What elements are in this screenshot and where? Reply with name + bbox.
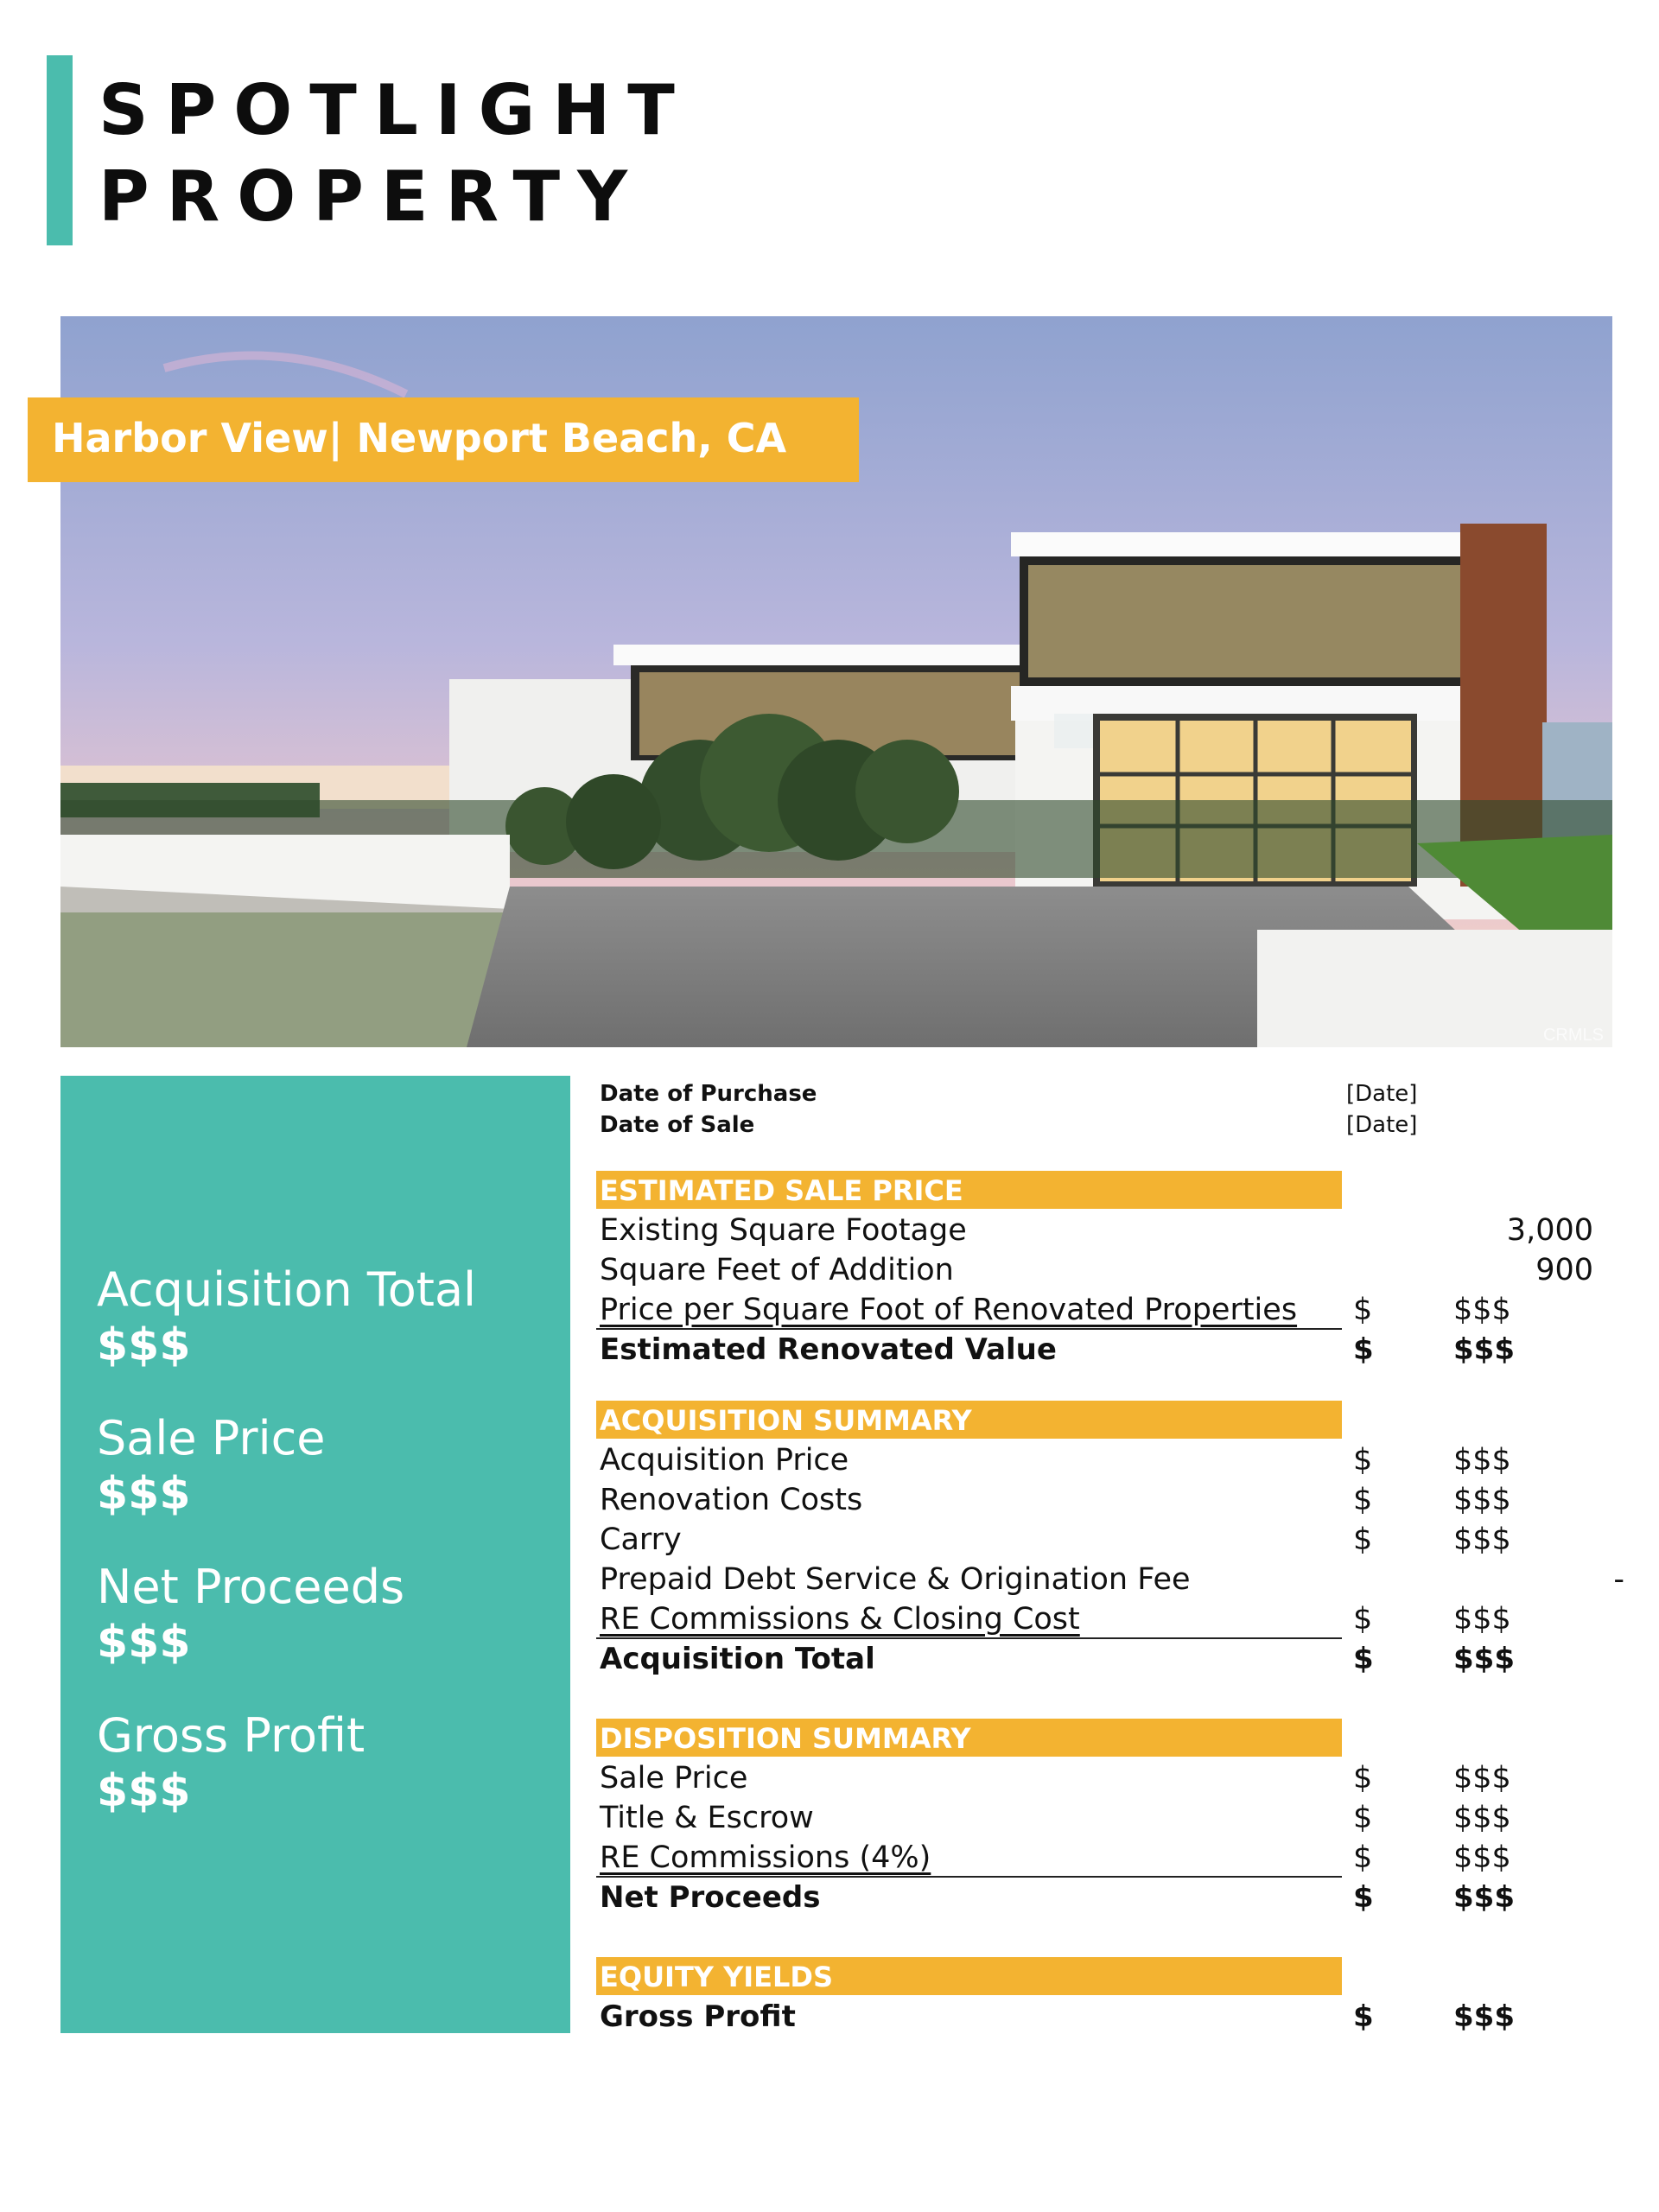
row-prepaid-debt-service xyxy=(596,1560,1624,1599)
row-label: RE Commissions & Closing Cost xyxy=(600,1602,1080,1637)
section-header-acquisition-summary: ACQUISITION SUMMARY xyxy=(596,1401,1342,1439)
summary-label: Sale Price xyxy=(97,1411,326,1465)
row-label: Square Feet of Addition xyxy=(600,1253,954,1287)
summary-panel xyxy=(60,1076,570,2033)
row-net-proceeds xyxy=(596,1878,1624,1917)
date-of-sale-value: [Date] xyxy=(1346,1112,1418,1138)
row-currency: $ xyxy=(1353,1761,1373,1796)
row-currency: $ xyxy=(1353,1999,1374,2034)
row-value: $$$ xyxy=(1453,1840,1511,1875)
summary-item-sale-price xyxy=(97,1410,326,1521)
row-label: Sale Price xyxy=(600,1761,748,1796)
row-price-per-sqft xyxy=(596,1290,1624,1330)
location-banner xyxy=(28,397,859,482)
row-acquisition-price xyxy=(596,1440,1624,1480)
section-header-estimated-sale-price: ESTIMATED SALE PRICE xyxy=(596,1171,1342,1209)
date-of-purchase-value: [Date] xyxy=(1346,1081,1418,1107)
row-value: $$$ xyxy=(1453,1522,1511,1557)
row-currency: $ xyxy=(1353,1483,1373,1517)
row-currency: $ xyxy=(1353,1522,1373,1557)
row-label: Existing Square Footage xyxy=(600,1213,967,1248)
row-label: Gross Profit xyxy=(600,1999,796,2034)
summary-value: $$$ xyxy=(97,1319,191,1371)
row-value: $$$ xyxy=(1453,1332,1515,1367)
row-currency: $ xyxy=(1353,1801,1373,1835)
summary-item-gross-profit xyxy=(97,1707,365,1818)
row-label: Prepaid Debt Service & Origination Fee xyxy=(600,1562,1191,1597)
row-value: $$$ xyxy=(1453,1999,1515,2034)
photo-watermark: CRMLS xyxy=(1542,1026,1604,1045)
section-header-disposition-summary: DISPOSITION SUMMARY xyxy=(596,1719,1342,1757)
summary-label: Acquisition Total xyxy=(97,1262,477,1317)
summary-item-acquisition-total xyxy=(97,1262,476,1372)
row-currency: $ xyxy=(1353,1840,1373,1875)
row-gross-profit xyxy=(596,1997,1624,2037)
page-title xyxy=(99,67,692,240)
location-text: Harbor View| Newport Beach, CA xyxy=(52,415,787,461)
row-value: $$$ xyxy=(1453,1602,1511,1637)
summary-value: $$$ xyxy=(97,1617,191,1669)
row-label: Acquisition Price xyxy=(600,1443,849,1478)
row-existing-sqft xyxy=(596,1211,1624,1250)
summary-value: $$$ xyxy=(97,1468,191,1520)
summary-value: $$$ xyxy=(97,1765,191,1817)
row-acquisition-total xyxy=(596,1639,1624,1679)
row-value: 3,000 xyxy=(1506,1213,1593,1248)
row-label: Title & Escrow xyxy=(600,1801,814,1835)
row-value: $$$ xyxy=(1453,1293,1511,1327)
row-currency: $ xyxy=(1353,1332,1374,1367)
row-currency: $ xyxy=(1353,1602,1373,1637)
row-value: - xyxy=(1613,1562,1624,1597)
date-of-sale-label: Date of Sale xyxy=(600,1112,755,1138)
summary-item-net-proceeds xyxy=(97,1559,404,1669)
title-line-2: PROPERTY xyxy=(99,156,645,237)
row-currency: $ xyxy=(1353,1293,1373,1327)
row-currency: $ xyxy=(1353,1443,1373,1478)
section-header-equity-yields: EQUITY YIELDS xyxy=(596,1957,1342,1995)
summary-label: Net Proceeds xyxy=(97,1560,405,1614)
row-value: $$$ xyxy=(1453,1801,1511,1835)
row-value: $$$ xyxy=(1453,1483,1511,1517)
title-line-1: SPOTLIGHT xyxy=(99,70,692,150)
row-renovation-costs xyxy=(596,1480,1624,1520)
date-of-purchase-label: Date of Purchase xyxy=(600,1081,817,1107)
row-value: 900 xyxy=(1535,1253,1593,1287)
row-addition-sqft xyxy=(596,1250,1624,1290)
row-value: $$$ xyxy=(1453,1642,1515,1676)
row-label: Net Proceeds xyxy=(600,1880,821,1915)
row-label: RE Commissions (4%) xyxy=(600,1840,931,1875)
row-currency: $ xyxy=(1353,1642,1374,1676)
row-carry xyxy=(596,1520,1624,1560)
row-label: Carry xyxy=(600,1522,682,1557)
row-value: $$$ xyxy=(1453,1443,1511,1478)
row-re-commissions xyxy=(596,1838,1624,1878)
row-re-commissions-closing xyxy=(596,1599,1624,1639)
row-sale-price xyxy=(596,1758,1624,1798)
row-label: Renovation Costs xyxy=(600,1483,863,1517)
row-value: $$$ xyxy=(1453,1761,1511,1796)
row-title-escrow xyxy=(596,1798,1624,1838)
row-label: Estimated Renovated Value xyxy=(600,1332,1057,1367)
summary-label: Gross Profit xyxy=(97,1708,365,1763)
row-label: Acquisition Total xyxy=(600,1642,875,1676)
row-value: $$$ xyxy=(1453,1880,1515,1915)
row-estimated-renovated-value xyxy=(596,1330,1624,1370)
accent-bar xyxy=(47,55,73,245)
row-label: Price per Square Foot of Renovated Properties xyxy=(600,1293,1298,1327)
row-currency: $ xyxy=(1353,1880,1374,1915)
